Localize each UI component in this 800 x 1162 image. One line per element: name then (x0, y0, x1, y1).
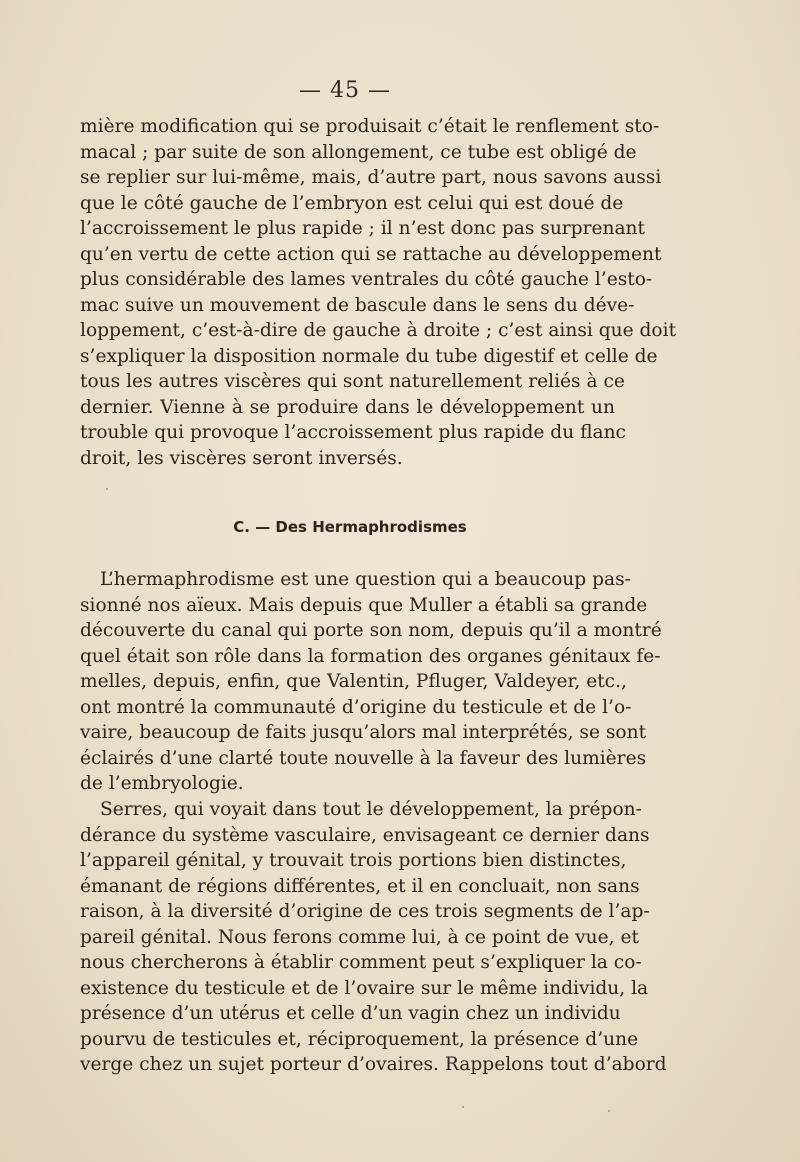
text-line: que le côté gauche de l’embryon est celui qui est doué de (80, 192, 624, 214)
text-line: droit, les viscères seront inversés. (80, 447, 403, 469)
text-line: s’expliquer la disposition normale du tube digestif et celle de (80, 345, 658, 367)
text-line: nous chercherons à établir comment peut s’expliquer la co- (80, 952, 642, 973)
text-line: de l’embryologie. (80, 773, 244, 794)
text-line: trouble qui provoque l’accroissement plus rapide du flanc (80, 422, 626, 443)
text-line: dérance du système vasculaire, envisageant ce dernier dans (80, 824, 650, 846)
paragraph-1 (80, 114, 677, 471)
text-line: melles, depuis, enfin, que Valentin, Pfluger, Valdeyer, etc., (80, 671, 627, 692)
text-line: Serres, qui voyait dans tout le développement, la prépon- (100, 799, 642, 820)
text-line: ont montré la communauté d’origine du testicule et de l’o- (80, 696, 632, 718)
text-line: émanant de régions différentes, et il en concluait, non sans (80, 875, 640, 897)
paragraph-2 (80, 567, 662, 797)
section-heading: C. — Des Hermaphrodismes (233, 518, 467, 536)
text-line: existence du testicule et de l’ovaire sur le même individu, la (80, 977, 649, 999)
text-line: pourvu de testicules et, réciproquement, la présence d’une (80, 1028, 639, 1050)
text-line: présence d’un utérus et celle d’un vagin chez un individu (80, 1003, 621, 1024)
text-line: mac suive un mouvement de bascule dans le sens du déve- (80, 294, 635, 316)
paper-speck (462, 1106, 464, 1108)
text-line: pareil génital. Nous ferons comme lui, à ce point de vue, et (80, 926, 639, 948)
paragraph-3 (80, 797, 667, 1078)
text-line: sionné nos aïeux. Mais depuis que Muller a établi sa grande (80, 594, 648, 616)
paper-speck (106, 488, 108, 490)
text-line: dernier. Vienne à se produire dans le développement un (80, 396, 615, 418)
text-line: vaire, beaucoup de faits jusqu’alors mal interprétés, se sont (80, 722, 647, 743)
text-line: plus considérable des lames ventrales du côté gauche l’esto- (80, 269, 653, 290)
text-line: L’hermaphrodisme est une question qui a beaucoup pas- (100, 569, 631, 590)
text-line: éclairés d’une clarté toute nouvelle à la faveur des lumières (80, 747, 647, 769)
text-line: loppement, c’est-à-dire de gauche à droite ; c’est ainsi que doit (80, 320, 677, 341)
text-line: se replier sur lui-même, mais, d’autre part, nous savons aussi (80, 167, 662, 188)
text-line: raison, à la diversité d’origine de ces trois segments de l’ap- (80, 901, 650, 922)
text-line: tous les autres viscères qui sont naturellement reliés à ce (80, 371, 625, 392)
text-line: mière modification qui se produisait c’était le renflement sto- (80, 116, 660, 137)
page-number: — 45 — (299, 78, 391, 103)
text-line: macal ; par suite de son allongement, ce tube est obligé de (80, 141, 637, 163)
text-line: verge chez un sujet porteur d’ovaires. Rappelons tout d’abord (80, 1054, 667, 1075)
paper-speck (608, 1110, 610, 1112)
text-line: l’accroissement le plus rapide ; il n’est donc pas surprenant (80, 218, 645, 239)
text-line: qu’en vertu de cette action qui se rattache au développement (80, 243, 662, 265)
text-line: quel était son rôle dans la formation des organes génitaux fe- (80, 645, 661, 667)
text-line: découverte du canal qui porte son nom, depuis qu’il a montré (80, 620, 662, 641)
text-line: l’appareil génital, y trouvait trois portions bien distinctes, (80, 850, 627, 871)
